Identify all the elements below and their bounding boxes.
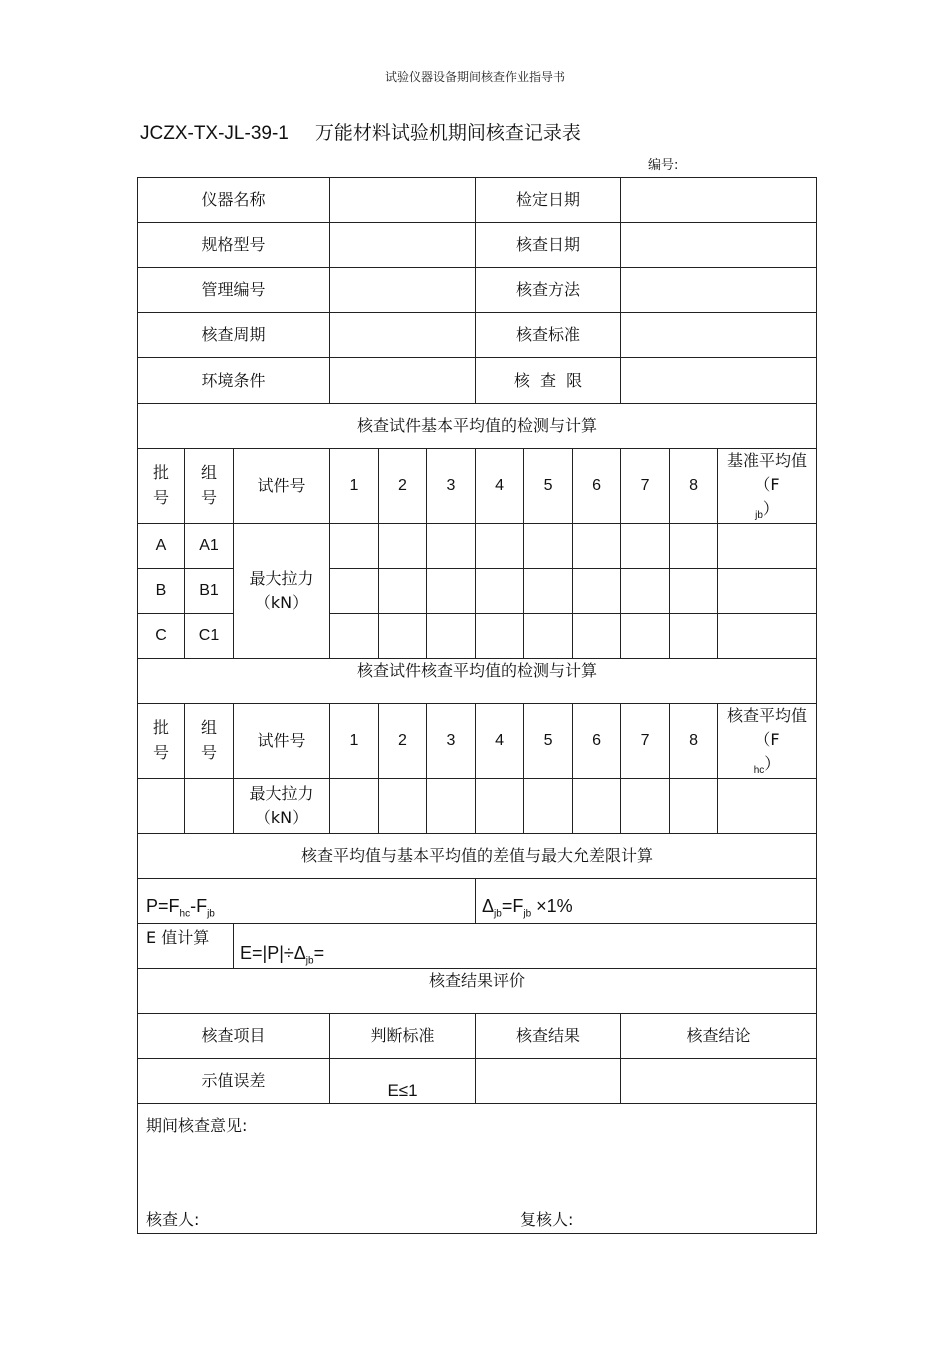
opinion-label: 期间核查意见: bbox=[146, 1116, 248, 1136]
value-field[interactable] bbox=[476, 569, 524, 614]
info-value-field[interactable] bbox=[330, 358, 476, 404]
info-value-field[interactable] bbox=[621, 358, 817, 404]
value-field[interactable] bbox=[621, 524, 670, 569]
value-field[interactable] bbox=[524, 524, 573, 569]
value-field[interactable] bbox=[670, 614, 718, 659]
document-header: 试验仪器设备期间核查作业指导书 bbox=[384, 70, 565, 84]
group-header: 组号 bbox=[185, 704, 234, 779]
base-average-header: 基准平均值$(F_{jb})$ bbox=[718, 449, 817, 524]
value-field[interactable] bbox=[330, 614, 379, 659]
info-value-field[interactable] bbox=[621, 268, 817, 313]
specimen-number: 4 bbox=[476, 449, 524, 524]
info-label: 核查方法 bbox=[476, 268, 621, 313]
info-label: 核 查 限 bbox=[476, 358, 621, 404]
serial-number-label: 编号: bbox=[648, 158, 679, 173]
section2-title: 核查试件核查平均值的检测与计算 bbox=[138, 659, 817, 704]
average-field[interactable] bbox=[718, 524, 817, 569]
section-title-row bbox=[138, 659, 817, 704]
specimen-number: 7 bbox=[621, 704, 670, 779]
batch-cell: C bbox=[138, 614, 185, 659]
section4-title: 核查结果评价 bbox=[138, 969, 817, 1014]
group-cell: B1 bbox=[185, 569, 234, 614]
table-row bbox=[138, 779, 817, 834]
value-field[interactable] bbox=[524, 614, 573, 659]
eval-header: 核查结果 bbox=[476, 1014, 621, 1059]
table-row bbox=[138, 524, 817, 569]
eval-header: 判断标准 bbox=[330, 1014, 476, 1059]
info-value-field[interactable] bbox=[330, 313, 476, 358]
info-label: 核查标准 bbox=[476, 313, 621, 358]
specimen-number: 6 bbox=[573, 449, 621, 524]
opinion-row bbox=[138, 1104, 817, 1234]
group-cell: C1 bbox=[185, 614, 234, 659]
batch-header: 批号 bbox=[138, 704, 185, 779]
eval-header: 核查项目 bbox=[138, 1014, 330, 1059]
info-row bbox=[138, 268, 817, 313]
checker-label: 核查人: bbox=[146, 1210, 200, 1230]
section1-header-row bbox=[138, 449, 817, 524]
e-value-label-cell bbox=[138, 924, 234, 969]
group-cell: A1 bbox=[185, 524, 234, 569]
info-label: 核查周期 bbox=[138, 313, 330, 358]
specimen-header: 试件号 bbox=[234, 449, 330, 524]
info-row bbox=[138, 178, 817, 223]
info-label: 仪器名称 bbox=[138, 178, 330, 223]
group-field[interactable] bbox=[185, 779, 234, 834]
specimen-number: 1 bbox=[330, 704, 379, 779]
value-field[interactable] bbox=[573, 614, 621, 659]
form-name: 万能材料试验机期间核查记录表 bbox=[314, 122, 581, 144]
eval-standard: E≤1 bbox=[330, 1059, 476, 1104]
section-title-row bbox=[138, 404, 817, 449]
specimen-number: 2 bbox=[379, 449, 427, 524]
batch-cell: A bbox=[138, 524, 185, 569]
value-field[interactable] bbox=[379, 779, 427, 834]
eval-item: 示值误差 bbox=[138, 1059, 330, 1104]
value-field[interactable] bbox=[621, 569, 670, 614]
eval-header: 核查结论 bbox=[621, 1014, 817, 1059]
value-field[interactable] bbox=[621, 614, 670, 659]
specimen-number: 1 bbox=[330, 449, 379, 524]
info-label: 核查日期 bbox=[476, 223, 621, 268]
info-row bbox=[138, 223, 817, 268]
batch-field[interactable] bbox=[138, 779, 185, 834]
value-field[interactable] bbox=[379, 614, 427, 659]
specimen-number: 5 bbox=[524, 704, 573, 779]
form-title bbox=[140, 118, 581, 145]
specimen-number: 8 bbox=[670, 704, 718, 779]
max-force-label: 最大拉力（kN） bbox=[234, 779, 330, 834]
section1-title: 核查试件基本平均值的检测与计算 bbox=[138, 404, 817, 449]
batch-header: 批号 bbox=[138, 449, 185, 524]
value-field[interactable] bbox=[427, 779, 476, 834]
info-label: 检定日期 bbox=[476, 178, 621, 223]
info-row bbox=[138, 358, 817, 404]
specimen-number: 6 bbox=[573, 704, 621, 779]
max-force-label: 最大拉力（kN） bbox=[234, 524, 330, 659]
average-field[interactable] bbox=[718, 569, 817, 614]
value-field[interactable] bbox=[573, 569, 621, 614]
average-field[interactable] bbox=[718, 779, 817, 834]
value-field[interactable] bbox=[524, 779, 573, 834]
value-field[interactable] bbox=[573, 524, 621, 569]
e-value-formula[interactable]: $E=|P|\div\Delta_{jb}=$ bbox=[234, 924, 817, 969]
info-label: 规格型号 bbox=[138, 223, 330, 268]
formula-row bbox=[138, 879, 817, 924]
eval-conclusion-field[interactable] bbox=[621, 1059, 817, 1104]
value-field[interactable] bbox=[476, 524, 524, 569]
section-title-row bbox=[138, 834, 817, 879]
batch-cell: B bbox=[138, 569, 185, 614]
info-value-field[interactable] bbox=[621, 313, 817, 358]
eval-result-field[interactable] bbox=[476, 1059, 621, 1104]
info-value-field[interactable] bbox=[330, 223, 476, 268]
value-field[interactable] bbox=[330, 779, 379, 834]
value-field[interactable] bbox=[379, 569, 427, 614]
info-label: 管理编号 bbox=[138, 268, 330, 313]
value-field[interactable] bbox=[670, 524, 718, 569]
evaluation-header-row bbox=[138, 1014, 817, 1059]
value-field[interactable] bbox=[379, 524, 427, 569]
value-field[interactable] bbox=[670, 779, 718, 834]
section3-title: 核查平均值与基本平均值的差值与最大允差限计算 bbox=[138, 834, 817, 879]
value-field[interactable] bbox=[330, 569, 379, 614]
value-field[interactable] bbox=[670, 569, 718, 614]
info-value-field[interactable] bbox=[621, 223, 817, 268]
inspection-record-table bbox=[137, 177, 817, 1234]
value-field[interactable] bbox=[621, 779, 670, 834]
evaluation-row bbox=[138, 1059, 817, 1104]
specimen-number: 8 bbox=[670, 449, 718, 524]
section-title-row bbox=[138, 969, 817, 1014]
value-field[interactable] bbox=[330, 524, 379, 569]
specimen-number: 3 bbox=[427, 704, 476, 779]
group-header: 组号 bbox=[185, 449, 234, 524]
section2-header-row bbox=[138, 704, 817, 779]
value-field[interactable] bbox=[524, 569, 573, 614]
specimen-number: 5 bbox=[524, 449, 573, 524]
info-row bbox=[138, 313, 817, 358]
value-field[interactable] bbox=[427, 569, 476, 614]
value-field[interactable] bbox=[573, 779, 621, 834]
specimen-number: 7 bbox=[621, 449, 670, 524]
e-value-label: E 值计算 bbox=[146, 928, 210, 948]
value-field[interactable] bbox=[427, 524, 476, 569]
check-average-header: 核查平均值$(F_{hc})$ bbox=[718, 704, 817, 779]
info-value-field[interactable] bbox=[330, 268, 476, 313]
form-code: JCZX-TX-JL-39-1 bbox=[140, 123, 289, 144]
specimen-header: 试件号 bbox=[234, 704, 330, 779]
info-label: 环境条件 bbox=[138, 358, 330, 404]
value-field[interactable] bbox=[427, 614, 476, 659]
specimen-number: 2 bbox=[379, 704, 427, 779]
average-field[interactable] bbox=[718, 614, 817, 659]
value-field[interactable] bbox=[476, 614, 524, 659]
specimen-number: 3 bbox=[427, 449, 476, 524]
e-value-row bbox=[138, 924, 817, 969]
value-field[interactable] bbox=[476, 779, 524, 834]
delta-formula[interactable]: $\Delta_{jb}=F_{jb} \times 1\%$ bbox=[476, 879, 817, 924]
reviewer-label: 复核人: bbox=[520, 1210, 574, 1230]
opinion-cell[interactable] bbox=[138, 1104, 817, 1234]
info-value-field[interactable] bbox=[621, 178, 817, 223]
info-value-field[interactable] bbox=[330, 178, 476, 223]
specimen-number: 4 bbox=[476, 704, 524, 779]
p-formula[interactable]: $P=F_{hc}-F_{jb}$ bbox=[138, 879, 476, 924]
